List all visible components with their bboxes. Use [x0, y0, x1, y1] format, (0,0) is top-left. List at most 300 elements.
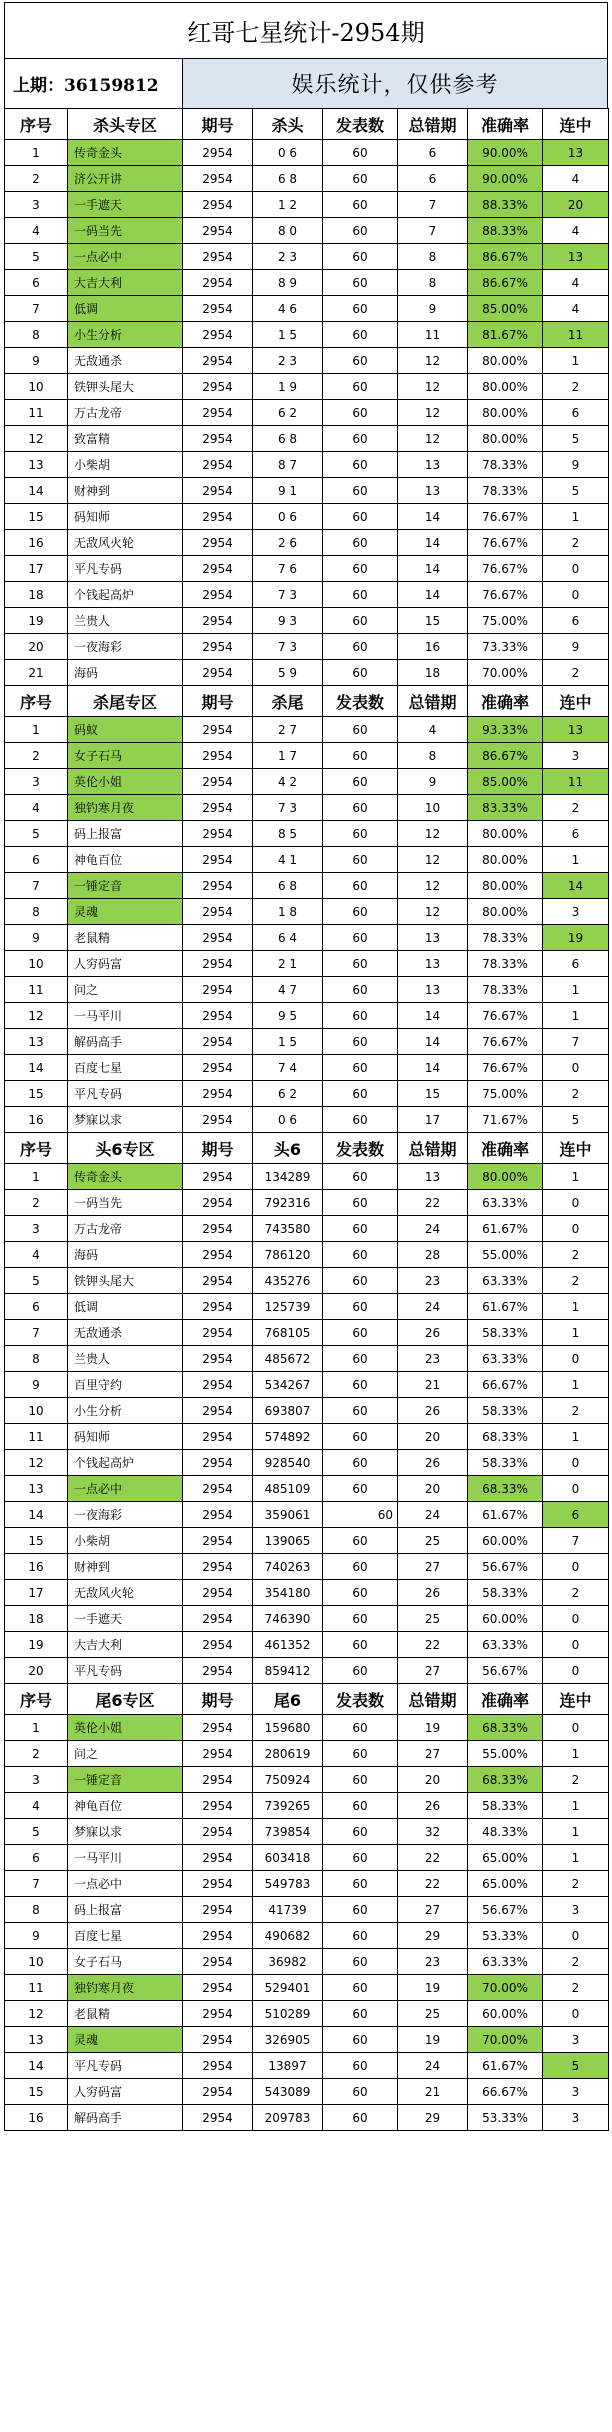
cell-index: 5 [5, 1819, 68, 1845]
cell-accuracy: 48.33% [468, 1819, 543, 1845]
cell-pick: 9 5 [253, 1003, 323, 1029]
cell-name: 无敌风火轮 [68, 1580, 183, 1606]
cell-issue: 2954 [183, 2105, 253, 2131]
cell-accuracy: 76.67% [468, 1003, 543, 1029]
cell-issue: 2954 [183, 348, 253, 374]
cell-accuracy: 56.67% [468, 1897, 543, 1923]
cell-misses: 13 [398, 925, 468, 951]
cell-pick: 740263 [253, 1554, 323, 1580]
cell-name: 海码 [68, 660, 183, 686]
table-row [5, 1476, 609, 1502]
cell-name: 济公开讲 [68, 166, 183, 192]
cell-accuracy: 73.33% [468, 634, 543, 660]
cell-accuracy: 60.00% [468, 1528, 543, 1554]
cell-accuracy: 71.67% [468, 1107, 543, 1133]
cell-streak: 3 [543, 743, 609, 769]
info-row [4, 58, 608, 108]
cell-streak: 0 [543, 1450, 609, 1476]
cell-misses: 23 [398, 1949, 468, 1975]
section-header-row [5, 1684, 609, 1715]
table-row [5, 166, 609, 192]
cell-name: 码蚁 [68, 717, 183, 743]
table-row [5, 348, 609, 374]
cell-streak: 11 [543, 769, 609, 795]
cell-published: 60 [323, 1320, 398, 1346]
cell-streak: 2 [543, 1580, 609, 1606]
cell-streak: 5 [543, 426, 609, 452]
table-row [5, 478, 609, 504]
cell-name: 兰贵人 [68, 1346, 183, 1372]
cell-index: 15 [5, 1081, 68, 1107]
cell-pick: 750924 [253, 1767, 323, 1793]
table-row [5, 795, 609, 821]
cell-issue: 2954 [183, 296, 253, 322]
cell-misses: 6 [398, 140, 468, 166]
cell-issue: 2954 [183, 1767, 253, 1793]
cell-index: 16 [5, 530, 68, 556]
cell-published: 60 [323, 1450, 398, 1476]
cell-published: 60 [323, 244, 398, 270]
cell-accuracy: 58.33% [468, 1398, 543, 1424]
cell-accuracy: 63.33% [468, 1949, 543, 1975]
cell-misses: 12 [398, 426, 468, 452]
cell-misses: 24 [398, 2053, 468, 2079]
cell-issue: 2954 [183, 847, 253, 873]
cell-index: 4 [5, 218, 68, 244]
table-row [5, 847, 609, 873]
cell-accuracy: 88.33% [468, 218, 543, 244]
table-row [5, 452, 609, 478]
table-row [5, 1216, 609, 1242]
cell-name: 女子石马 [68, 743, 183, 769]
cell-streak: 2 [543, 1242, 609, 1268]
cell-misses: 23 [398, 1268, 468, 1294]
cell-accuracy: 53.33% [468, 1923, 543, 1949]
cell-accuracy: 90.00% [468, 140, 543, 166]
cell-misses: 25 [398, 1528, 468, 1554]
cell-issue: 2954 [183, 244, 253, 270]
cell-misses: 26 [398, 1580, 468, 1606]
cell-accuracy: 63.33% [468, 1632, 543, 1658]
cell-pick: 6 8 [253, 873, 323, 899]
cell-streak: 9 [543, 452, 609, 478]
cell-misses: 21 [398, 2079, 468, 2105]
cell-name: 灵魂 [68, 2027, 183, 2053]
cell-streak: 6 [543, 821, 609, 847]
column-header-index: 序号 [5, 1684, 68, 1715]
cell-streak: 2 [543, 1398, 609, 1424]
cell-pick: 435276 [253, 1268, 323, 1294]
cell-index: 8 [5, 1346, 68, 1372]
cell-misses: 24 [398, 1216, 468, 1242]
cell-name: 一码当先 [68, 1190, 183, 1216]
cell-name: 一点必中 [68, 1871, 183, 1897]
cell-index: 3 [5, 1767, 68, 1793]
cell-published: 60 [323, 2105, 398, 2131]
cell-name: 铁钾头尾大 [68, 374, 183, 400]
table-row [5, 1741, 609, 1767]
table-row [5, 1975, 609, 2001]
cell-streak: 0 [543, 1715, 609, 1741]
cell-pick: 6 8 [253, 166, 323, 192]
cell-pick: 159680 [253, 1715, 323, 1741]
cell-pick: 134289 [253, 1164, 323, 1190]
cell-pick: 0 6 [253, 140, 323, 166]
cell-pick: 7 3 [253, 582, 323, 608]
cell-pick: 746390 [253, 1606, 323, 1632]
table-row [5, 582, 609, 608]
cell-index: 12 [5, 1450, 68, 1476]
table-row [5, 1658, 609, 1684]
cell-name: 平凡专码 [68, 2053, 183, 2079]
cell-name: 一马平川 [68, 1845, 183, 1871]
cell-name: 码知师 [68, 1424, 183, 1450]
cell-index: 4 [5, 795, 68, 821]
cell-pick: 209783 [253, 2105, 323, 2131]
cell-streak: 7 [543, 1029, 609, 1055]
cell-pick: 7 4 [253, 1055, 323, 1081]
cell-published: 60 [323, 821, 398, 847]
cell-published: 60 [323, 1029, 398, 1055]
cell-pick: 9 3 [253, 608, 323, 634]
cell-published: 60 [323, 2053, 398, 2079]
cell-index: 13 [5, 1029, 68, 1055]
table-row [5, 1897, 609, 1923]
cell-name: 独钓寒月夜 [68, 1975, 183, 2001]
cell-streak: 2 [543, 1081, 609, 1107]
table-row [5, 2001, 609, 2027]
cell-index: 7 [5, 1871, 68, 1897]
cell-streak: 13 [543, 717, 609, 743]
table-row [5, 1081, 609, 1107]
table-row [5, 1398, 609, 1424]
cell-pick: 4 2 [253, 769, 323, 795]
cell-published: 60 [323, 296, 398, 322]
cell-pick: 549783 [253, 1871, 323, 1897]
cell-misses: 29 [398, 1923, 468, 1949]
cell-index: 14 [5, 2053, 68, 2079]
cell-name: 低调 [68, 296, 183, 322]
table-row [5, 660, 609, 686]
table-row [5, 951, 609, 977]
cell-pick: 2 1 [253, 951, 323, 977]
cell-accuracy: 86.67% [468, 743, 543, 769]
table-row [5, 1767, 609, 1793]
cell-streak: 2 [543, 1871, 609, 1897]
cell-published: 60 [323, 452, 398, 478]
cell-misses: 9 [398, 296, 468, 322]
cell-pick: 743580 [253, 1216, 323, 1242]
cell-misses: 22 [398, 1871, 468, 1897]
cell-published: 60 [323, 1476, 398, 1502]
cell-published: 60 [323, 977, 398, 1003]
cell-published: 60 [323, 140, 398, 166]
cell-misses: 22 [398, 1632, 468, 1658]
cell-issue: 2954 [183, 2079, 253, 2105]
cell-accuracy: 56.67% [468, 1658, 543, 1684]
cell-index: 9 [5, 925, 68, 951]
cell-misses: 24 [398, 1294, 468, 1320]
cell-pick: 4 6 [253, 296, 323, 322]
table-row [5, 1450, 609, 1476]
cell-issue: 2954 [183, 530, 253, 556]
cell-accuracy: 80.00% [468, 821, 543, 847]
cell-accuracy: 80.00% [468, 1164, 543, 1190]
table-row [5, 140, 609, 166]
table-row [5, 1242, 609, 1268]
column-header-streak: 连中 [543, 109, 609, 140]
cell-streak: 3 [543, 2079, 609, 2105]
cell-name: 梦寐以求 [68, 1107, 183, 1133]
cell-issue: 2954 [183, 1741, 253, 1767]
cell-published: 60 [323, 660, 398, 686]
cell-published: 60 [323, 1372, 398, 1398]
cell-misses: 14 [398, 504, 468, 530]
cell-index: 3 [5, 1216, 68, 1242]
cell-streak: 2 [543, 660, 609, 686]
cell-index: 12 [5, 426, 68, 452]
cell-name: 解码高手 [68, 1029, 183, 1055]
cell-misses: 12 [398, 400, 468, 426]
cell-issue: 2954 [183, 899, 253, 925]
column-header-pick: 尾6 [253, 1684, 323, 1715]
cell-name: 无敌风火轮 [68, 530, 183, 556]
cell-published: 60 [323, 1107, 398, 1133]
cell-pick: 7 3 [253, 634, 323, 660]
cell-misses: 25 [398, 1606, 468, 1632]
cell-name: 小生分析 [68, 1398, 183, 1424]
cell-pick: 1 5 [253, 1029, 323, 1055]
cell-name: 英伦小姐 [68, 769, 183, 795]
cell-pick: 36982 [253, 1949, 323, 1975]
cell-issue: 2954 [183, 1190, 253, 1216]
cell-accuracy: 80.00% [468, 374, 543, 400]
disclaimer-banner: 娱乐统计，仅供参考 [183, 59, 607, 108]
cell-streak: 6 [543, 951, 609, 977]
cell-index: 16 [5, 1554, 68, 1580]
cell-name: 无敌通杀 [68, 1320, 183, 1346]
cell-pick: 6 4 [253, 925, 323, 951]
cell-published: 60 [323, 166, 398, 192]
cell-streak: 20 [543, 192, 609, 218]
cell-streak: 2 [543, 1268, 609, 1294]
cell-streak: 0 [543, 1346, 609, 1372]
cell-name: 大吉大利 [68, 270, 183, 296]
cell-index: 1 [5, 1715, 68, 1741]
table-row [5, 1793, 609, 1819]
cell-name: 一点必中 [68, 1476, 183, 1502]
cell-issue: 2954 [183, 1029, 253, 1055]
cell-accuracy: 85.00% [468, 296, 543, 322]
cell-misses: 14 [398, 1029, 468, 1055]
cell-pick: 4 1 [253, 847, 323, 873]
cell-index: 2 [5, 1190, 68, 1216]
cell-published: 60 [323, 1606, 398, 1632]
cell-issue: 2954 [183, 1923, 253, 1949]
cell-streak: 0 [543, 1216, 609, 1242]
cell-published: 60 [323, 218, 398, 244]
table-row [5, 270, 609, 296]
cell-pick: 125739 [253, 1294, 323, 1320]
cell-published: 60 [323, 2001, 398, 2027]
cell-pick: 4 7 [253, 977, 323, 1003]
cell-index: 1 [5, 140, 68, 166]
cell-misses: 12 [398, 821, 468, 847]
cell-published: 60 [323, 1580, 398, 1606]
cell-name: 致富精 [68, 426, 183, 452]
cell-misses: 13 [398, 478, 468, 504]
cell-pick: 8 0 [253, 218, 323, 244]
cell-index: 11 [5, 977, 68, 1003]
cell-misses: 14 [398, 530, 468, 556]
cell-misses: 18 [398, 660, 468, 686]
cell-pick: 6 8 [253, 426, 323, 452]
cell-pick: 485672 [253, 1346, 323, 1372]
column-header-pick: 杀头 [253, 109, 323, 140]
cell-index: 9 [5, 348, 68, 374]
cell-published: 60 [323, 1398, 398, 1424]
cell-name: 人穷码富 [68, 951, 183, 977]
table-row [5, 634, 609, 660]
cell-published: 60 [323, 192, 398, 218]
cell-issue: 2954 [183, 743, 253, 769]
cell-pick: 859412 [253, 1658, 323, 1684]
cell-misses: 26 [398, 1398, 468, 1424]
cell-issue: 2954 [183, 1398, 253, 1424]
table-row [5, 2053, 609, 2079]
cell-streak: 0 [543, 582, 609, 608]
cell-accuracy: 63.33% [468, 1268, 543, 1294]
cell-name: 独钓寒月夜 [68, 795, 183, 821]
cell-accuracy: 68.33% [468, 1476, 543, 1502]
cell-issue: 2954 [183, 2001, 253, 2027]
cell-published: 60 [323, 1819, 398, 1845]
cell-name: 老鼠精 [68, 2001, 183, 2027]
cell-name: 百里守约 [68, 1372, 183, 1398]
table-row [5, 1949, 609, 1975]
cell-misses: 11 [398, 322, 468, 348]
cell-index: 5 [5, 1268, 68, 1294]
cell-accuracy: 78.33% [468, 452, 543, 478]
cell-issue: 2954 [183, 582, 253, 608]
cell-streak: 11 [543, 322, 609, 348]
table-row [5, 1029, 609, 1055]
cell-index: 13 [5, 452, 68, 478]
cell-streak: 0 [543, 1923, 609, 1949]
table-row [5, 1502, 609, 1528]
cell-pick: 8 7 [253, 452, 323, 478]
cell-accuracy: 63.33% [468, 1346, 543, 1372]
cell-name: 小生分析 [68, 322, 183, 348]
cell-accuracy: 66.67% [468, 1372, 543, 1398]
cell-accuracy: 76.67% [468, 530, 543, 556]
cell-name: 神龟百位 [68, 1793, 183, 1819]
cell-issue: 2954 [183, 608, 253, 634]
cell-published: 60 [323, 478, 398, 504]
cell-name: 平凡专码 [68, 556, 183, 582]
table-row [5, 192, 609, 218]
column-header-misses: 总错期 [398, 1684, 468, 1715]
cell-index: 20 [5, 1658, 68, 1684]
cell-published: 60 [323, 1055, 398, 1081]
cell-accuracy: 61.67% [468, 1502, 543, 1528]
cell-accuracy: 78.33% [468, 951, 543, 977]
cell-issue: 2954 [183, 400, 253, 426]
cell-pick: 139065 [253, 1528, 323, 1554]
cell-published: 60 [323, 504, 398, 530]
column-header-pick: 头6 [253, 1133, 323, 1164]
cell-streak: 0 [543, 1658, 609, 1684]
cell-published: 60 [323, 400, 398, 426]
cell-published: 60 [323, 1793, 398, 1819]
cell-index: 6 [5, 1845, 68, 1871]
cell-published: 60 [323, 2027, 398, 2053]
cell-issue: 2954 [183, 192, 253, 218]
cell-streak: 0 [543, 1632, 609, 1658]
cell-index: 9 [5, 1372, 68, 1398]
cell-misses: 15 [398, 608, 468, 634]
cell-pick: 9 1 [253, 478, 323, 504]
column-header-accuracy: 准确率 [468, 109, 543, 140]
cell-index: 10 [5, 374, 68, 400]
cell-pick: 2 3 [253, 348, 323, 374]
cell-accuracy: 76.67% [468, 582, 543, 608]
cell-pick: 543089 [253, 2079, 323, 2105]
cell-name: 平凡专码 [68, 1658, 183, 1684]
table-row [5, 1190, 609, 1216]
cell-pick: 2 3 [253, 244, 323, 270]
cell-index: 1 [5, 717, 68, 743]
cell-index: 3 [5, 192, 68, 218]
cell-name: 梦寐以求 [68, 1819, 183, 1845]
cell-misses: 19 [398, 2027, 468, 2053]
cell-pick: 768105 [253, 1320, 323, 1346]
table-row [5, 1554, 609, 1580]
cell-pick: 603418 [253, 1845, 323, 1871]
cell-issue: 2954 [183, 977, 253, 1003]
cell-name: 人穷码富 [68, 2079, 183, 2105]
cell-index: 9 [5, 1923, 68, 1949]
column-header-index: 序号 [5, 109, 68, 140]
cell-issue: 2954 [183, 1268, 253, 1294]
column-header-issue: 期号 [183, 1133, 253, 1164]
cell-accuracy: 83.33% [468, 795, 543, 821]
cell-accuracy: 58.33% [468, 1580, 543, 1606]
section-header-row [5, 109, 609, 140]
cell-name: 平凡专码 [68, 1081, 183, 1107]
table-row [5, 1320, 609, 1346]
cell-misses: 15 [398, 1081, 468, 1107]
section-header-row [5, 1133, 609, 1164]
cell-issue: 2954 [183, 634, 253, 660]
cell-published: 60 [323, 1871, 398, 1897]
cell-streak: 0 [543, 1554, 609, 1580]
cell-published: 60 [323, 608, 398, 634]
column-header-issue: 期号 [183, 109, 253, 140]
table-row [5, 426, 609, 452]
cell-misses: 16 [398, 634, 468, 660]
cell-issue: 2954 [183, 374, 253, 400]
column-header-published: 发表数 [323, 686, 398, 717]
cell-published: 60 [323, 1845, 398, 1871]
table-row [5, 374, 609, 400]
cell-published: 60 [323, 1346, 398, 1372]
table-row [5, 1268, 609, 1294]
cell-issue: 2954 [183, 1081, 253, 1107]
last-draw: 上期：36159812 [5, 59, 183, 108]
cell-streak: 1 [543, 1164, 609, 1190]
cell-issue: 2954 [183, 1580, 253, 1606]
